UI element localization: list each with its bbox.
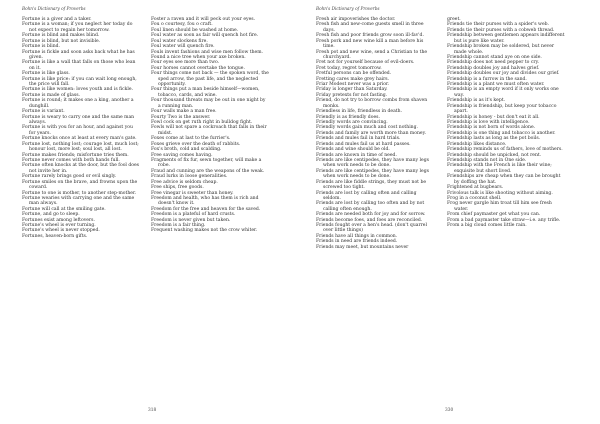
proverb-entry: Fresh air impoverishes the doctor. [316, 17, 396, 22]
proverb-entry: Frog never gargle him troat till him see fresh water. [447, 201, 552, 212]
proverb-entry: Friends and mules fail in hard trials. [316, 136, 401, 142]
proverb-entry: Freedom is never given but taken. [151, 217, 231, 223]
proverb-entry: Friendship cannot stand aye on one side. [447, 54, 542, 60]
proverb-entry: Freedom is a fair thing. [151, 223, 206, 229]
proverb-entry: Fortune is a giver and a taker. [22, 17, 92, 22]
proverb-entry: Fraud and cunning are the weapons of the weak. [151, 168, 265, 174]
proverb-entry: Fortune is weary to carry one and the same man always. [22, 114, 135, 126]
proverb-entry: Foul water slockens fire. [151, 38, 208, 44]
proverb-entry: Four eyes see more than two. [151, 60, 220, 66]
proverb-entry: Fresh fish and new-come guests smell in three days. [316, 22, 424, 33]
proverb-entry: Friends are like fiddle strings, they must not be screwed too tight. [316, 179, 427, 191]
proverb-entry: Fortune is like glass. [22, 71, 70, 77]
proverb-entry: Foxes come at last to the furrier's. [151, 136, 231, 142]
proverb-entry: Fortune is round; it makes one a king, another a dunghill. [22, 98, 134, 109]
proverb-entry: Fortunes, heaven-born gifts. [22, 233, 88, 239]
proverb-entry: Friends are known in time of need. [316, 152, 397, 158]
proverb-entry: Fretting cares make grey hairs. [316, 76, 390, 82]
proverb-entry: Friends and wine should be old. [316, 147, 390, 153]
proverb-entry: Friendship is love with intelligence. [447, 120, 530, 126]
proverb-entry: Friendship is a plant we must often water. [447, 82, 545, 88]
proverb-entry: Fourty Two is the answer. [151, 114, 211, 120]
proverb-entry: Foster a raven and it will peck out your eyes. [151, 17, 256, 22]
proverb-entry: Four horses cannot overtake the tongue. [151, 65, 245, 71]
proverb-entry: Fox's broth, cold and scalding. [151, 147, 222, 153]
proverb-entry: Friendship is one thing and tobacco is another. [447, 130, 556, 136]
proverb-entry: Found a nice tree when your axe broken. [151, 54, 246, 60]
proverb-entry: Fortune's wheel is never stopped. [22, 228, 100, 234]
proverb-entry: Frightened at bugbears. [447, 185, 504, 191]
proverb-entry: Fortune to one is mother, to another step-mother. [22, 190, 137, 196]
proverb-entry: Friendship is friendship, but keep your tobacco apart. [447, 103, 557, 115]
proverb-entry: From a big cloud comes little rain. [447, 223, 527, 229]
proverb-entry: Fortune lost, nothing lost; courage lost, much lost; honour lost, more lost; soul lost, all lost. [22, 141, 139, 153]
page-number-left: 318 [148, 408, 157, 413]
proverb-entry: Fortune, and go to sleep. [22, 212, 80, 218]
proverb-entry: Fowl cock on get ruth right in bulldog fight. [151, 120, 253, 126]
proverb-entry: Friendship reminds us of fathers, love of mothers. [447, 147, 563, 153]
proverb-entry: Friendless in life, friendless in death. [316, 109, 403, 115]
proverb-entry: Fortune is blind. [22, 44, 60, 50]
proverb-entry: Friendship does not need pepper to cry. [447, 60, 539, 66]
proverb-entry: Fortune is fickle and soon asks back what he has given. [22, 49, 135, 60]
proverb-entry: Fortune is made of glass. [22, 92, 80, 98]
proverb-entry: From a bad paymaster take straw—i.e. any trifle. [447, 217, 561, 223]
proverb-entry: Fortune is a woman; if you neglect her today do not expect to regain her tomorrow. [22, 22, 133, 33]
proverb-entry: Fortune will call at the smiling gate. [22, 206, 106, 212]
proverb-entry: From chief paymaster get what you can. [447, 212, 541, 218]
proverb-entry: Friends tie their purses with a cobweb thread. [447, 27, 555, 33]
proverb-entry: Fortunes exist among leftovers. [22, 217, 95, 223]
proverb-entry: Friendships are cheap when they can be brought by doffing the hat. [447, 174, 561, 185]
proverb-entry: Fortune is blind and makes blind. [22, 33, 100, 39]
proverb-entry: Fresh pork and new wine kill a man before his time. [316, 38, 424, 50]
proverb-entry: Friendship broken may be soldered, but never made whole. [447, 44, 555, 55]
proverb-entry: Friar Modest never was a prior. [316, 82, 390, 88]
proverb-entry: Friendship is an empty word if it only works one way. [447, 87, 559, 98]
left-column-2 [151, 17, 269, 234]
proverb-entry: Friendship is honey - but don't eat it all. [447, 114, 540, 120]
page-number-right: 330 [445, 408, 454, 413]
right-column-2 [447, 17, 565, 228]
proverb-entry: Fortune knocks once at least at every man's gate. [22, 136, 137, 142]
proverb-entry: Friend, do not try to borrow combs from shaven monks. [316, 98, 428, 109]
proverb-entry: Fresh fish and poor friends grow soon ill-fav'd. [316, 33, 424, 39]
proverb-entry: Friends may meet, but mountains never [316, 244, 409, 250]
proverb-entry: Fortune often knocks at the door, but the fool does not invite her in. [22, 163, 140, 174]
proverb-entry: Friendly words are convincing. [316, 120, 388, 126]
proverb-entry: Friends are like centipedes, they have many legs when work needs to be done. [316, 157, 429, 169]
proverb-entry: Free ships, free goods. [151, 185, 204, 191]
left-column-1 [22, 17, 140, 239]
proverb-entry: Frivolous talk is like shooting without aiming. [447, 190, 553, 196]
proverb-entry: Freedom and health, who has them is rich and doesn't know it. [151, 195, 259, 207]
right-column-1 [316, 17, 434, 250]
proverb-entry: Friendship doubles our joy and divides our grief. [447, 71, 560, 77]
proverb-entry: Foul linen should be washed at home. [151, 27, 239, 33]
proverb-entry: Freedom is a plateful of hard crusts. [151, 212, 236, 218]
proverb-entry: greet. [447, 17, 461, 22]
proverb-entry: Fortune is like women: loves youth and is fickle. [22, 87, 134, 93]
proverb-entry: Fortune rarely brings good or evil singly. [22, 174, 117, 180]
proverb-entry: Friends and mules fail us at hard passes. [316, 141, 411, 147]
proverb-entry: Fortune is variant. [22, 109, 65, 115]
proverb-entry: Frog in a coconut shell. [447, 195, 502, 201]
proverb-entry: Friendship is as it's kept. [447, 98, 506, 104]
proverb-entry: Free vinegar is sweeter than honey. [151, 190, 234, 196]
proverb-entry: Friendly is as friendly does. [316, 114, 380, 120]
proverb-entry: Free saving comes having. [151, 152, 213, 158]
proverb-entry: Fortune never comes with both hands full. [22, 157, 120, 163]
proverb-entry: Fortune makes friends; misfortune tries them. [22, 152, 129, 158]
proverb-entry: Free advice is seldom cheap. [151, 179, 218, 185]
proverb-entry: Fortune is like a wall that falls on those who lean on it. [22, 60, 136, 71]
running-head-right: Bohn's Dictionary of Proverbs [316, 6, 380, 11]
proverb-entry: Fortune's wheel is ever turning. [22, 223, 96, 229]
proverb-entry: Friends become foes, and foes are reconciled. [316, 217, 423, 223]
proverb-entry: Friendship should be unpicked, not rent. [447, 152, 542, 158]
proverb-entry: Fortune smiles on the brave, and frowns upon the coward. [22, 179, 138, 191]
proverb-entry: Fresh pot and new wine, send a Christian to the churchyard. [316, 49, 428, 60]
proverb-entry: Fortune is like price: if you can wait long enough, the price will fall. [22, 76, 137, 88]
proverb-entry: Friends and family are worth more than money. [316, 130, 427, 136]
proverb-entry: Fortune is blind, but not invisible. [22, 38, 101, 44]
proverb-entry: Friday is longer than Saturday. [316, 87, 388, 93]
proverb-entry: Fou o courtesy, fou o craft. [151, 22, 213, 28]
proverb-entry: Fortune wearies with carrying one and the same man always. [22, 195, 135, 207]
proverb-entry: Four walls make a man free. [151, 109, 217, 115]
proverb-entry: Friendship likes distance. [447, 141, 507, 147]
proverb-entry: Friends have all things in common. [316, 233, 398, 239]
proverb-entry: Friendship between gentlemen appears indifferent but is pure like water. [447, 33, 565, 44]
proverb-entry: Fowls will not spare a cockroach that falls in their midst. [151, 125, 267, 136]
proverb-entry: Foul water as soon as fair will quench hot fire. [151, 33, 259, 39]
proverb-entry: Fraud lurks in loose generalities. [151, 174, 228, 180]
proverb-entry: Four things come not back — the spoken word, the sped arrow, the past life, and the neglected opportunity. [151, 71, 269, 88]
proverb-entry: Friendship is not born of words alone. [447, 125, 536, 131]
proverb-entry: Friendship with the French is like their wine; exquisite but short lived. [447, 163, 552, 174]
proverb-entry: Friends are lost by calling often and calling seldom. [316, 190, 417, 201]
proverb-entry: Friendship is a furrow in the sand. [447, 76, 527, 82]
proverb-entry: Fragments of fix fur, sewn together, will make a robe. [151, 157, 262, 169]
proverb-entry: Friendship doubles joy and halves grief. [447, 65, 540, 71]
proverb-entry: Fret not for yourself because of evil-doers. [316, 60, 415, 66]
proverb-entry: Friends are needed both for joy and for sorrow. [316, 212, 426, 218]
proverb-entry: Friendly words gain much and cost nothing. [316, 125, 418, 131]
proverb-entry: Freedom for the free and heaven for the saved. [151, 206, 261, 212]
proverb-entry: Four thousand threats may be out in one night by a running man. [151, 98, 266, 109]
proverb-entry: Fouls invent fashions and wise men follow them. [151, 49, 263, 55]
proverb-entry: Frequent washing makes not the crow whiter. [151, 228, 258, 234]
proverb-entry: Friends are lost by calling too often and by not calling often enough. [316, 201, 425, 212]
proverb-entry: Foul water will quench fire. [151, 44, 215, 50]
proverb-entry: Friendship lasts as long as the pot boils. [447, 136, 541, 142]
proverb-entry: Friends fought over a hen's head. (don't quarrel over little things) [316, 223, 427, 234]
proverb-entry: Friends are like centipedes, they have many legs when work needs to be done. [316, 168, 429, 180]
proverb-entry: Fret today, regret tomorrow. [316, 65, 382, 71]
proverb-entry: Four things put a man beside himself—women, tobacco, cards, and wine. [151, 87, 260, 98]
proverb-entry: Friday pretexts for not fasting. [316, 92, 388, 98]
proverb-entry: Fretful persons can be offended. [316, 71, 392, 77]
proverb-entry: Friends in need are friends indeed. [316, 239, 398, 245]
proverb-entry: Friendship stands not in One side. [447, 157, 527, 163]
right-page [300, 0, 600, 424]
proverb-entry: Friends tie their purses with a spider's web. [447, 22, 549, 28]
proverb-entry: Foxes grieve over the death of rabbits. [151, 141, 241, 147]
proverb-entry: Fortune is with you for an hour, and against you for years. [22, 125, 133, 136]
running-head-left: Bohn's Dictionary of Proverbs [22, 6, 86, 11]
